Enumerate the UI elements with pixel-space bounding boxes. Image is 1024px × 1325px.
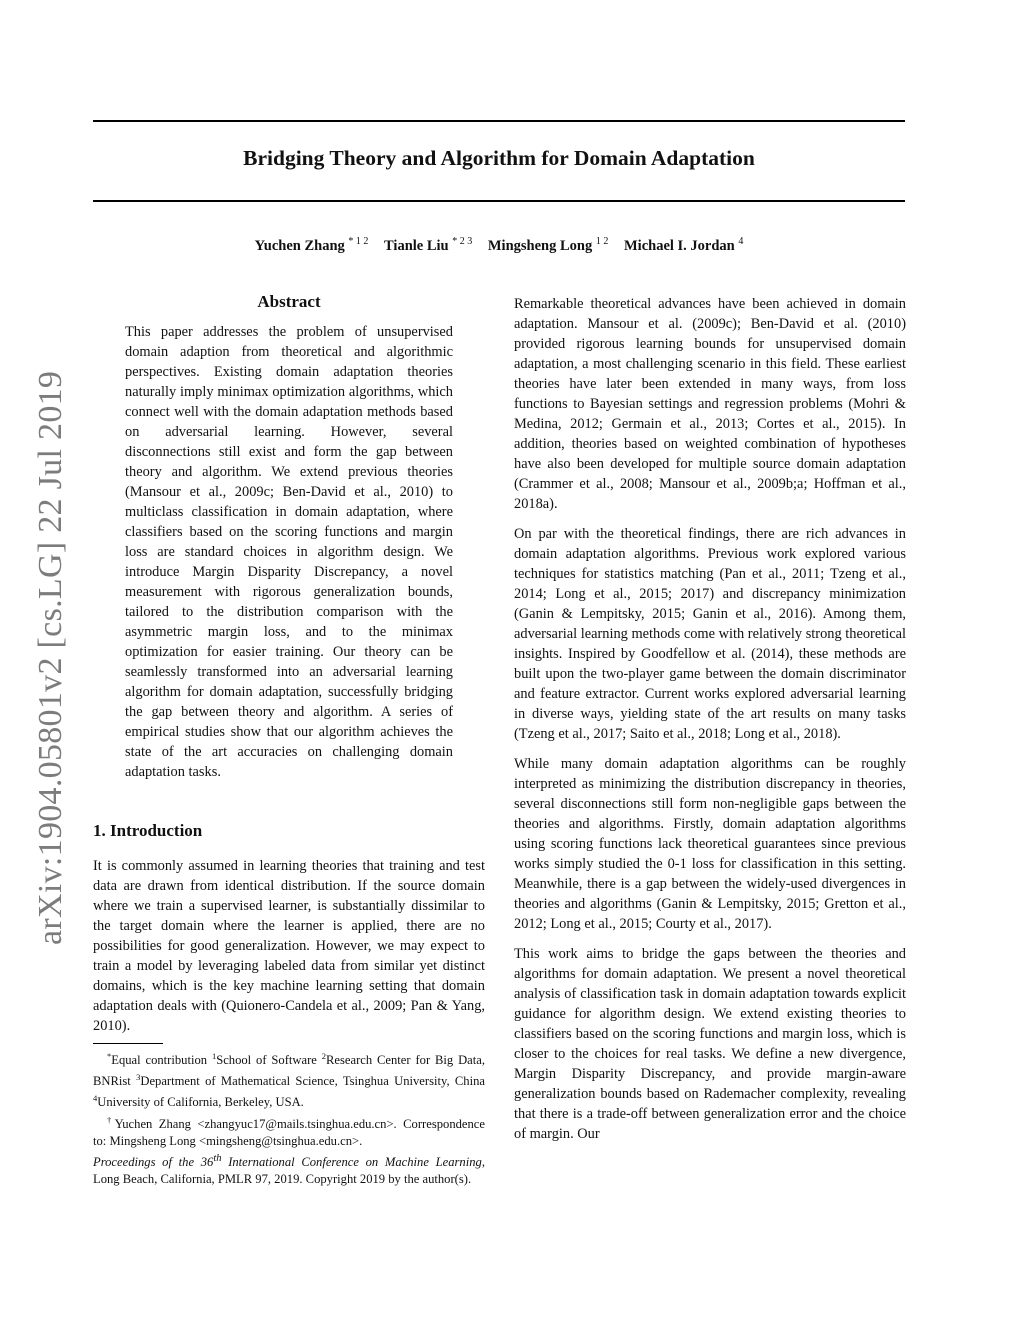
body-paragraph: While many domain adaptation algorithms can be roughly interpreted as minimizing the distribution discrepancy in theories, several disconnections still form non-negligible gaps between the theories and algorithms. Firstly, domain adaptation algorithms using scoring functions lack theoretical guarantees since previous works simply studied the 0-1 loss for classification in this setting. Meanwhile, there is a gap between the widely-used divergences in theories and algorithms (Ganin & Lempitsky, 2015; Gretton et al., 2012; Long et al., 2015; Courty et al., 2017). — [514, 756, 906, 932]
footnote-rule — [93, 1043, 163, 1044]
author: Michael I. Jordan $^4$ — [623, 236, 744, 254]
footnotes — [93, 1048, 485, 1150]
paper-title: Bridging Theory and Algorithm for Domain Adaptation — [243, 146, 755, 170]
title-top-rule — [93, 120, 905, 122]
arxiv-identifier: arXiv:1904.05801v2 [cs.LG] 22 Jul 2019 — [32, 370, 69, 945]
title-bottom-rule — [93, 200, 905, 202]
body-paragraph: Remarkable theoretical advances have been achieved in domain adaptation. Mansour et al. (2009c); Ben-David et al. (2010) provided rigorous learning bounds for unsupervised domain adaptation, a most challenging scenario in this field. These earliest theories have later been extended in many ways, from loss functions to Bayesian settings and regression problems (Mohri & Medina, 2012; Germain et al., 2013; Cortes et al., 2015). In addition, theories based on weighted combination of hypotheses have also been developed for multiple source domain adaptation (Crammer et al., 2008; Mansour et al., 2009b;a; Hoffman et al., 2018a). — [514, 296, 906, 512]
abstract-heading: Abstract — [257, 292, 321, 311]
introduction-paragraph: It is commonly assumed in learning theories that training and test data are drawn from identical distribution. If the source domain where we train a supervised learner, is substantially dissimilar to the target domain where the learner is applied, there are no possibilities for good generalization. However, we may expect to train a model by leveraging labeled data from similar yet distinct domains, which is the key machine learning setting that domain adaptation deals with (Quionero-Candela et al., 2009; Pan & Yang, 2010). — [93, 858, 485, 1034]
footnote-correspondence: †Yuchen Zhang <zhangyuc17@mails.tsinghua.edu.cn>. Correspondence to: Mingsheng Long <mingsheng@tsinghua.edu.cn>. — [93, 1114, 485, 1148]
section-heading-introduction: 1. Introduction — [93, 821, 203, 840]
abstract-text: This paper addresses the problem of unsupervised domain adaption from theoretical and algorithmic perspectives. Existing domain adaptation theories naturally imply minimax optimization algorithms, which connect well with the domain adaptation methods based on adversarial learning. However, several disconnections still exist and form the gap between theory and algorithm. We extend previous theories (Mansour et al., 2009c; Ben-David et al., 2010) to multiclass classification in domain adaptation, where classifiers based on the scoring functions and margin loss are standard choices in algorithm design. We introduce Margin Disparity Discrepancy, a novel measurement with rigorous generalization bounds, tailored to the distribution comparison with the asymmetric margin loss, and to the minimax optimization for easier training. Our theory can be seamlessly transformed into an adversarial learning algorithm for domain adaptation, successfully bridging the gap between theory and algorithm. A series of empirical studies show that our algorithm achieves the state of the art accuracies on challenging domain adaptation tasks. — [125, 324, 453, 780]
author: Yuchen Zhang $^{* 1 2}$ — [254, 236, 369, 254]
footnote-affiliations: *Equal contribution $^1$School of Software $^2$Research Center for Big Data, BNRist $^3$Department of Mathematical Science, Tsinghua University, China $^4$University of California, Berkeley, USA. — [93, 1051, 485, 1110]
proceedings-note: Proceedings of the 36th International Conference on Machine Learning, Long Beach, California, PMLR 97, 2019. Copyright 2019 by the author(s). — [93, 1153, 485, 1187]
body-paragraph: This work aims to bridge the gaps between the theories and algorithms for domain adaptation. We present a novel theoretical analysis of classification task in domain adaptation towards explicit guidance for algorithm design. We extend existing theories to classifiers based on the scoring functions and margin loss, which is closer to the choices for real tasks. We define a new divergence, Margin Disparity Discrepancy, and provide margin-aware generalization bounds based on Rademacher complexity, revealing that there is a trade-off between generalization error and the choice of margin. Our — [514, 946, 906, 1142]
body-paragraph: On par with the theoretical findings, there are rich advances in domain adaptation algorithms. Previous work explored various techniques for statistics matching (Pan et al., 2011; Tzeng et al., 2014; Long et al., 2015; 2017) and discrepancy minimization (Ganin & Lempitsky, 2015; Ganin et al., 2016). Among them, adversarial learning methods come with relatively strong theoretical insights. Inspired by Goodfellow et al. (2014), these methods are built upon the two-player game between the domain discriminator and feature extractor. Current works explored adversarial learning in diverse ways, yielding state of the art results on many tasks (Tzeng et al., 2017; Saito et al., 2018; Long et al., 2018). — [514, 526, 907, 742]
author: Tianle Liu $^{* 2 3}$ — [384, 236, 473, 254]
author-list — [93, 236, 905, 255]
right-column — [514, 294, 906, 1154]
author: Mingsheng Long $^{1 2}$ — [487, 236, 609, 254]
